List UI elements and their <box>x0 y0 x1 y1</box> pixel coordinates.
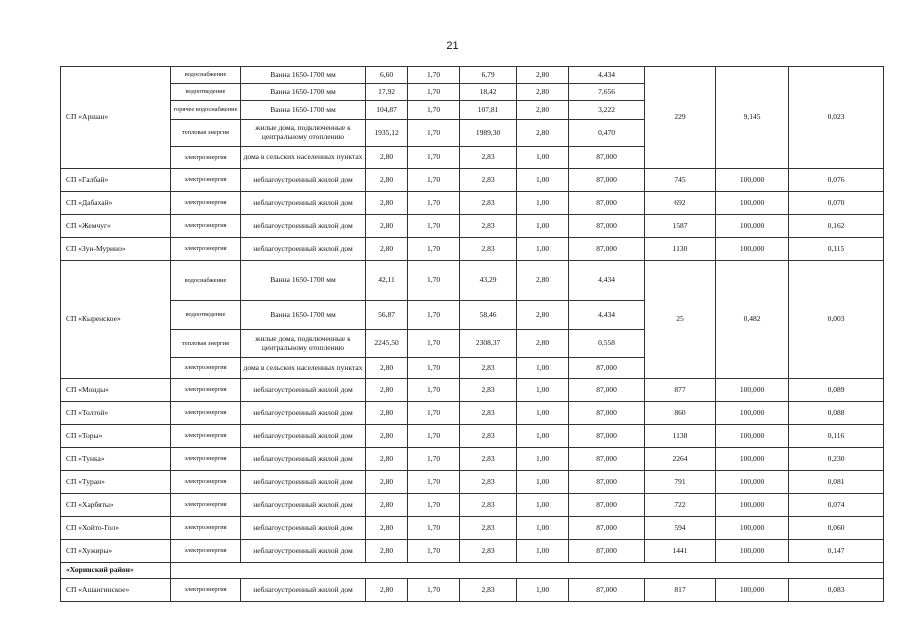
summary-share: 100,000 <box>716 494 789 517</box>
settlement-name: СП «Хойто-Гол» <box>61 517 171 540</box>
summary-coef: 0,089 <box>789 379 884 402</box>
consumption-norm: жилые дома, подключенные к центральному отоплению <box>241 120 366 147</box>
page-number: 21 <box>446 40 459 52</box>
settlement-name: СП «Аршан» <box>61 67 171 169</box>
summary-population: 1441 <box>645 540 716 563</box>
settlement-name: СП «Тунка» <box>61 448 171 471</box>
value-v5: 87,000 <box>569 540 645 563</box>
table-row <box>61 379 884 402</box>
summary-population: 791 <box>645 471 716 494</box>
value-v5: 87,000 <box>569 379 645 402</box>
settlement-name: СП «Харбяты» <box>61 494 171 517</box>
value-v4: 1,00 <box>517 358 569 379</box>
summary-share: 100,000 <box>716 402 789 425</box>
summary-share: 9,145 <box>716 67 789 169</box>
table-row <box>61 517 884 540</box>
value-v5: 87,000 <box>569 402 645 425</box>
value-v1: 2,80 <box>366 494 408 517</box>
value-v4: 1,00 <box>517 402 569 425</box>
value-v2: 1,70 <box>408 84 460 101</box>
value-v1: 2,80 <box>366 169 408 192</box>
value-v2: 1,70 <box>408 379 460 402</box>
summary-population: 860 <box>645 402 716 425</box>
value-v4: 2,80 <box>517 84 569 101</box>
value-v1: 6,60 <box>366 67 408 84</box>
value-v3: 2,83 <box>460 379 517 402</box>
table-row <box>61 540 884 563</box>
summary-population: 692 <box>645 192 716 215</box>
consumption-norm: Ванна 1650-1700 мм <box>241 101 366 120</box>
resource-type: электроэнергия <box>171 517 241 540</box>
consumption-norm: неблагоустроенный жилой дом <box>241 540 366 563</box>
resource-type: водоснабжение <box>171 67 241 84</box>
summary-share: 100,000 <box>716 169 789 192</box>
resource-type: горячее водоснабжение <box>171 101 241 120</box>
value-v4: 1,00 <box>517 579 569 602</box>
value-v5: 87,000 <box>569 448 645 471</box>
resource-type: электроэнергия <box>171 215 241 238</box>
summary-coef: 0,081 <box>789 471 884 494</box>
value-v4: 1,00 <box>517 471 569 494</box>
value-v1: 2,80 <box>366 192 408 215</box>
value-v3: 2,83 <box>460 169 517 192</box>
value-v2: 1,70 <box>408 540 460 563</box>
consumption-norm: Ванна 1650-1700 мм <box>241 67 366 84</box>
value-v1: 2,80 <box>366 379 408 402</box>
resource-type: электроэнергия <box>171 169 241 192</box>
value-v2: 1,70 <box>408 402 460 425</box>
value-v5: 87,000 <box>569 358 645 379</box>
consumption-norm: неблагоустроенный жилой дом <box>241 402 366 425</box>
settlement-name: СП «Кыренское» <box>61 261 171 379</box>
table-row <box>61 448 884 471</box>
consumption-norm: неблагоустроенный жилой дом <box>241 448 366 471</box>
consumption-norm: неблагоустроенный жилой дом <box>241 579 366 602</box>
resource-type: электроэнергия <box>171 425 241 448</box>
value-v4: 2,80 <box>517 261 569 301</box>
value-v3: 2,83 <box>460 540 517 563</box>
resource-type: электроэнергия <box>171 358 241 379</box>
value-v1: 2,80 <box>366 425 408 448</box>
value-v1: 2,80 <box>366 540 408 563</box>
value-v5: 87,000 <box>569 425 645 448</box>
summary-share: 100,000 <box>716 517 789 540</box>
value-v1: 2,80 <box>366 517 408 540</box>
value-v1: 17,92 <box>366 84 408 101</box>
value-v4: 1,00 <box>517 540 569 563</box>
value-v3: 1989,30 <box>460 120 517 147</box>
resource-type: тепловая энергия <box>171 120 241 147</box>
value-v3: 18,42 <box>460 84 517 101</box>
value-v5: 4,434 <box>569 67 645 84</box>
resource-type: электроэнергия <box>171 471 241 494</box>
summary-share: 100,000 <box>716 579 789 602</box>
value-v3: 2,83 <box>460 425 517 448</box>
value-v3: 2,83 <box>460 358 517 379</box>
region-title: «Хоринский район» <box>61 563 171 579</box>
settlement-name: СП «Галбай» <box>61 169 171 192</box>
resource-type: электроэнергия <box>171 238 241 261</box>
value-v5: 0,558 <box>569 330 645 358</box>
value-v3: 6,79 <box>460 67 517 84</box>
value-v3: 2,83 <box>460 192 517 215</box>
value-v4: 1,00 <box>517 147 569 169</box>
consumption-norm: Ванна 1650-1700 мм <box>241 261 366 301</box>
summary-coef: 0,076 <box>789 169 884 192</box>
summary-share: 100,000 <box>716 215 789 238</box>
value-v2: 1,70 <box>408 579 460 602</box>
table-row <box>61 192 884 215</box>
summary-coef: 0,147 <box>789 540 884 563</box>
consumption-norm: дома в сельских населенных пунктах <box>241 147 366 169</box>
consumption-norm: Ванна 1650-1700 мм <box>241 84 366 101</box>
table-row <box>61 402 884 425</box>
value-v5: 87,000 <box>569 147 645 169</box>
value-v5: 87,000 <box>569 494 645 517</box>
table-row <box>61 471 884 494</box>
value-v2: 1,70 <box>408 238 460 261</box>
value-v4: 2,80 <box>517 301 569 330</box>
value-v3: 58,46 <box>460 301 517 330</box>
value-v5: 87,000 <box>569 517 645 540</box>
value-v5: 87,000 <box>569 192 645 215</box>
value-v5: 0,470 <box>569 120 645 147</box>
consumption-norm: неблагоустроенный жилой дом <box>241 238 366 261</box>
value-v5: 4,434 <box>569 301 645 330</box>
table-row <box>61 425 884 448</box>
value-v2: 1,70 <box>408 358 460 379</box>
resource-type: электроэнергия <box>171 147 241 169</box>
value-v2: 1,70 <box>408 330 460 358</box>
value-v2: 1,70 <box>408 215 460 238</box>
value-v2: 1,70 <box>408 147 460 169</box>
summary-population: 1138 <box>645 425 716 448</box>
resource-type: водоснабжение <box>171 261 241 301</box>
region-row <box>61 563 884 579</box>
value-v4: 1,00 <box>517 192 569 215</box>
resource-type: электроэнергия <box>171 379 241 402</box>
resource-type: водоотведение <box>171 84 241 101</box>
value-v2: 1,70 <box>408 494 460 517</box>
value-v4: 2,80 <box>517 120 569 147</box>
value-v3: 2,83 <box>460 517 517 540</box>
settlement-name: СП «Жемчуг» <box>61 215 171 238</box>
summary-share: 0,482 <box>716 261 789 379</box>
summary-population: 229 <box>645 67 716 169</box>
summary-population: 745 <box>645 169 716 192</box>
value-v2: 1,70 <box>408 425 460 448</box>
value-v4: 1,00 <box>517 238 569 261</box>
consumption-norm: неблагоустроенный жилой дом <box>241 192 366 215</box>
summary-coef: 0,023 <box>789 67 884 169</box>
summary-population: 1587 <box>645 215 716 238</box>
value-v3: 2,83 <box>460 448 517 471</box>
value-v5: 87,000 <box>569 238 645 261</box>
settlement-name: СП «Туран» <box>61 471 171 494</box>
value-v1: 2,80 <box>366 579 408 602</box>
value-v4: 1,00 <box>517 494 569 517</box>
value-v1: 1935,12 <box>366 120 408 147</box>
value-v4: 2,80 <box>517 330 569 358</box>
value-v1: 2,80 <box>366 238 408 261</box>
summary-coef: 0,083 <box>789 579 884 602</box>
value-v3: 2,83 <box>460 238 517 261</box>
value-v3: 2,83 <box>460 147 517 169</box>
summary-population: 25 <box>645 261 716 379</box>
value-v1: 42,11 <box>366 261 408 301</box>
value-v1: 2,80 <box>366 448 408 471</box>
summary-population: 594 <box>645 517 716 540</box>
value-v4: 1,00 <box>517 425 569 448</box>
value-v2: 1,70 <box>408 261 460 301</box>
consumption-norm: неблагоустроенный жилой дом <box>241 471 366 494</box>
resource-type: электроэнергия <box>171 579 241 602</box>
summary-population: 1130 <box>645 238 716 261</box>
consumption-norm: дома в сельских населенных пунктах <box>241 358 366 379</box>
value-v3: 107,81 <box>460 101 517 120</box>
value-v2: 1,70 <box>408 448 460 471</box>
value-v2: 1,70 <box>408 517 460 540</box>
value-v3: 2308,37 <box>460 330 517 358</box>
value-v1: 2,80 <box>366 402 408 425</box>
value-v2: 1,70 <box>408 120 460 147</box>
value-v2: 1,70 <box>408 192 460 215</box>
summary-coef: 0,003 <box>789 261 884 379</box>
settlement-name: СП «Дабахай» <box>61 192 171 215</box>
resource-type: электроэнергия <box>171 494 241 517</box>
summary-share: 100,000 <box>716 379 789 402</box>
table-row <box>61 579 884 602</box>
summary-population: 817 <box>645 579 716 602</box>
consumption-norm: неблагоустроенный жилой дом <box>241 494 366 517</box>
value-v3: 2,83 <box>460 215 517 238</box>
summary-share: 100,000 <box>716 471 789 494</box>
summary-share: 100,000 <box>716 238 789 261</box>
table-row <box>61 494 884 517</box>
value-v2: 1,70 <box>408 101 460 120</box>
resource-type: электроэнергия <box>171 402 241 425</box>
summary-coef: 0,115 <box>789 238 884 261</box>
settlement-name: СП «Хужиры» <box>61 540 171 563</box>
summary-population: 722 <box>645 494 716 517</box>
table-row <box>61 169 884 192</box>
summary-share: 100,000 <box>716 448 789 471</box>
settlement-name: СП «Зун-Мурино» <box>61 238 171 261</box>
settlement-name: СП «Монды» <box>61 379 171 402</box>
resource-type: электроэнергия <box>171 448 241 471</box>
table-row <box>61 215 884 238</box>
value-v1: 2245,50 <box>366 330 408 358</box>
consumption-norm: неблагоустроенный жилой дом <box>241 517 366 540</box>
value-v5: 87,000 <box>569 579 645 602</box>
value-v2: 1,70 <box>408 471 460 494</box>
summary-coef: 0,060 <box>789 517 884 540</box>
summary-population: 877 <box>645 379 716 402</box>
value-v5: 87,000 <box>569 471 645 494</box>
value-v2: 1,70 <box>408 301 460 330</box>
consumption-norm: неблагоустроенный жилой дом <box>241 379 366 402</box>
resource-type: водоотведение <box>171 301 241 330</box>
value-v5: 87,000 <box>569 215 645 238</box>
summary-coef: 0,074 <box>789 494 884 517</box>
value-v1: 2,80 <box>366 358 408 379</box>
value-v4: 1,00 <box>517 169 569 192</box>
summary-coef: 0,162 <box>789 215 884 238</box>
value-v3: 2,83 <box>460 494 517 517</box>
tariff-table <box>60 66 884 602</box>
value-v5: 4,434 <box>569 261 645 301</box>
resource-type: тепловая энергия <box>171 330 241 358</box>
value-v5: 3,222 <box>569 101 645 120</box>
summary-coef: 0,070 <box>789 192 884 215</box>
value-v3: 2,83 <box>460 402 517 425</box>
settlement-name: СП «Ашангинское» <box>61 579 171 602</box>
value-v4: 1,00 <box>517 215 569 238</box>
value-v1: 2,80 <box>366 471 408 494</box>
consumption-norm: неблагоустроенный жилой дом <box>241 215 366 238</box>
value-v1: 104,87 <box>366 101 408 120</box>
value-v4: 2,80 <box>517 67 569 84</box>
summary-coef: 0,230 <box>789 448 884 471</box>
value-v1: 2,80 <box>366 215 408 238</box>
value-v3: 2,83 <box>460 471 517 494</box>
consumption-norm: неблагоустроенный жилой дом <box>241 169 366 192</box>
summary-share: 100,000 <box>716 192 789 215</box>
value-v1: 56,87 <box>366 301 408 330</box>
consumption-norm: жилые дома, подключенные к центральному отоплению <box>241 330 366 358</box>
value-v2: 1,70 <box>408 67 460 84</box>
consumption-norm: Ванна 1650-1700 мм <box>241 301 366 330</box>
table-row <box>61 238 884 261</box>
table-body <box>61 67 884 602</box>
value-v3: 43,29 <box>460 261 517 301</box>
table-row <box>61 261 884 301</box>
value-v3: 2,83 <box>460 579 517 602</box>
summary-coef: 0,088 <box>789 402 884 425</box>
value-v1: 2,80 <box>366 147 408 169</box>
value-v5: 87,000 <box>569 169 645 192</box>
table-row <box>61 67 884 84</box>
summary-population: 2264 <box>645 448 716 471</box>
summary-coef: 0,116 <box>789 425 884 448</box>
value-v4: 1,00 <box>517 517 569 540</box>
summary-share: 100,000 <box>716 540 789 563</box>
value-v4: 1,00 <box>517 448 569 471</box>
value-v4: 1,00 <box>517 379 569 402</box>
settlement-name: СП «Торы» <box>61 425 171 448</box>
value-v5: 7,656 <box>569 84 645 101</box>
value-v4: 2,80 <box>517 101 569 120</box>
settlement-name: СП «Толтой» <box>61 402 171 425</box>
value-v2: 1,70 <box>408 169 460 192</box>
resource-type: электроэнергия <box>171 192 241 215</box>
region-empty-cell <box>171 563 884 579</box>
resource-type: электроэнергия <box>171 540 241 563</box>
consumption-norm: неблагоустроенный жилой дом <box>241 425 366 448</box>
summary-share: 100,000 <box>716 425 789 448</box>
